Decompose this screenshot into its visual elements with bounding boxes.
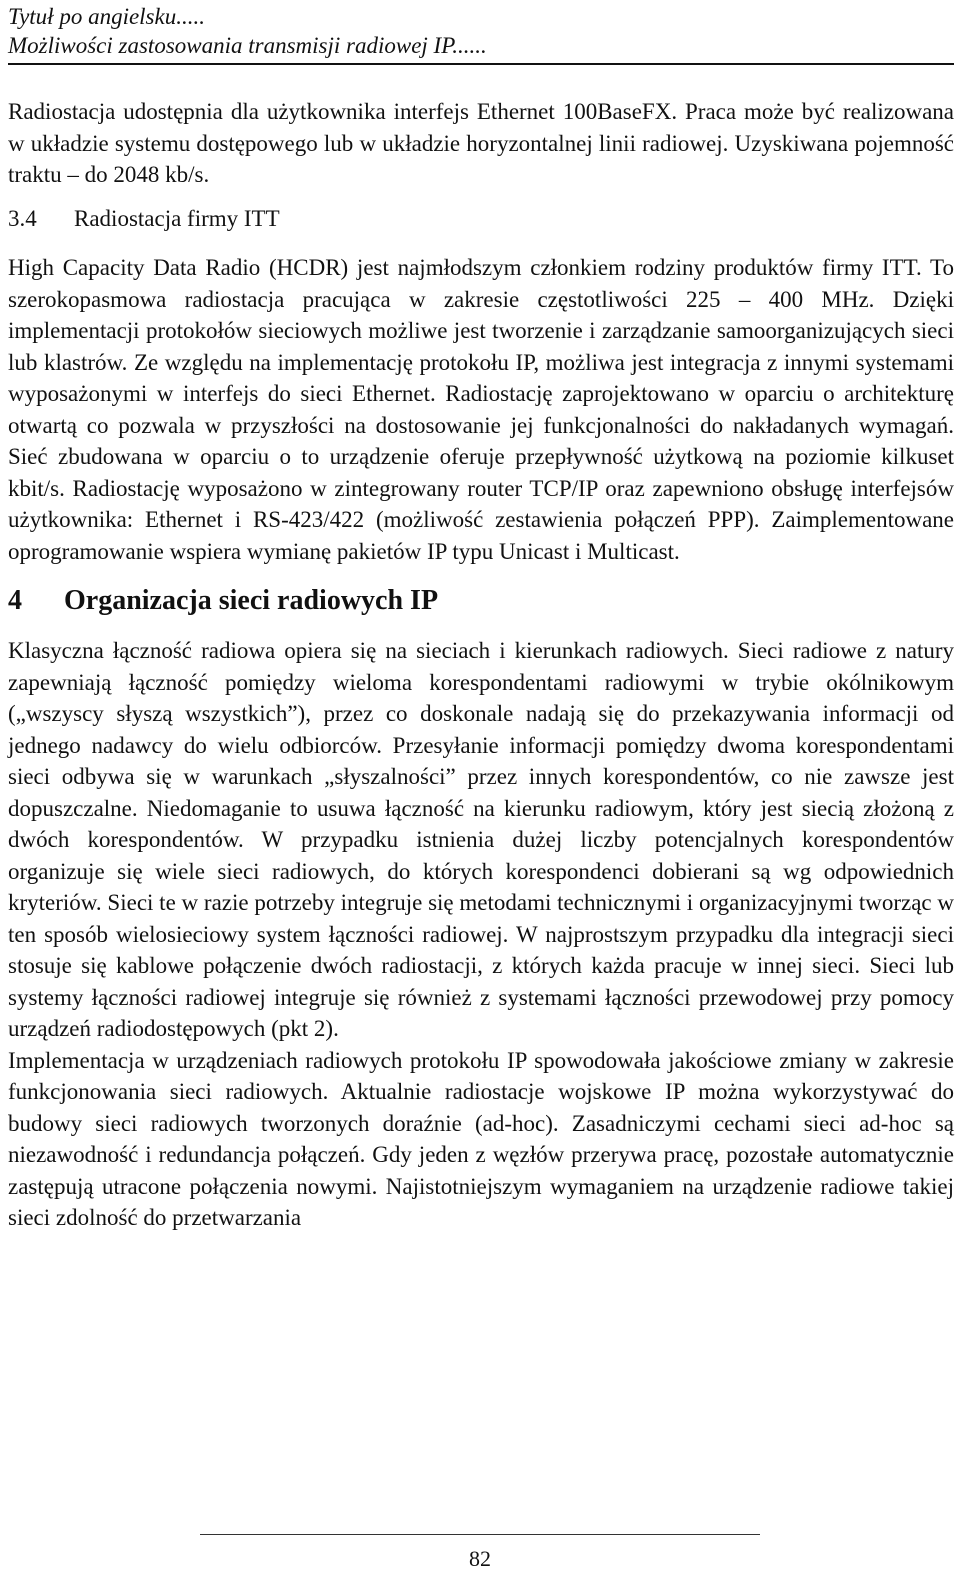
footer-divider	[200, 1534, 760, 1535]
running-header-subtitle: Możliwości zastosowania transmisji radiowej IP......	[8, 33, 487, 58]
running-header	[8, 2, 954, 60]
paragraph-ethernet-interface: Radiostacja udostępnia dla użytkownika interfejs Ethernet 100BaseFX. Praca może być realizowana w układzie systemu dostępowego lub w układzie horyzontalnej linii radiowej. Uzyskiwana pojemność traktu – do 2048 kb/s.	[8, 99, 954, 187]
paragraph-classic-radio: Klasyczna łączność radiowa opiera się na sieciach i kierunkach radiowych. Sieci radiowe z natury zapewniają łączność pomiędzy wieloma korespondentami radiowymi w trybie okólnikowym („wszyscy słyszą wszystkich”), przez co doskonale nadają się do przekazywania informacji od jednego nadawcy do wielu odbiorców. Przesyłanie informacji pomiędzy dwoma korespondentami sieci odbywa się w warunkach „słyszalności” przez innych korespondentów, co nie zawsze jest dopuszczalne. Niedomaganie to usuwa łączność na kierunku radiowym, który jest siecią złożoną z dwóch korespondentów. W przypadku istnienia dużej liczby potencjalnych korespondentów organizuje się wiele sieci radiowych, do których korespondenci dobierani są wg odpowiednich kryteriów. Sieci te w razie potrzeby integruje się metodami technicznymi i organizacyjnymi tworząc w ten sposób wielosieciowy system łączności radiowej. W najprostszym przypadku dla integracji sieci stosuje się kablowe połączenie dwóch radiostacji, z których każda pracuje w innej sieci. Sieci lub systemy łączności radiowej integruje się również z systemami łączności przewodowej przy pomocy urządzeń radiodostępowych (pkt 2).	[8, 638, 954, 1041]
section-title: Organizacja sieci radiowych IP	[64, 585, 439, 616]
header-divider	[8, 63, 954, 65]
paragraph-ip-implementation: Implementacja w urządzeniach radiowych protokołu IP spowodowała jakościowe zmiany w zakresie funkcjonowania sieci radiowych. Aktualnie radiostacje wojskowe IP można wykorzystywać do budowy sieci radiowych tworzonych doraźnie (ad-hoc). Zasadniczymi cechami sieci ad-hoc są niezawodność i redundancja połączeń. Gdy jeden z węzłów przerywa pracę, pozostałe automatycznie zastępują utracone połączenia nowymi. Najistotniejszym wymaganiem na urządzenie radiowe takiej sieci zdolność do przetwarzania	[8, 1047, 954, 1230]
subsection-number: 3.4	[8, 205, 37, 231]
page-content	[8, 96, 954, 1234]
section-heading	[8, 583, 954, 619]
running-header-title: Tytuł po angielsku.....	[8, 4, 205, 29]
paragraph-hcdr: High Capacity Data Radio (HCDR) jest najmłodszym członkiem rodziny produktów firmy ITT. To szerokopasmowa radiostacja pracująca w zakresie częstotliwości 225 – 400 MHz. Dzięki implementacji protokołów sieciowych możliwe jest tworzenie i zarządzanie samoorganizujących sieci lub klastrów. Ze względu na implementację protokołu IP, możliwa jest integracja z innymi systemami wyposażonymi w interfejs do sieci Ethernet. Radiostację zaprojektowano w oparciu o architekturę otwartą co pozwala w przyszłości na dostosowanie jej funkcjonalności do nakładanych wymagań. Sieć zbudowana w oparciu o to urządzenie oferuje przepływność użytkową na poziomie kilkuset kbit/s. Radiostację wyposażono w zintegrowany router TCP/IP oraz zapewniono obsługę interfejsów użytkownika: Ethernet i RS-423/422 (możliwość zestawienia połączeń PPP). Zaimplementowane oprogramowanie wspiera wymianę pakietów IP typu Unicast i Multicast.	[8, 255, 954, 564]
subsection-title: Radiostacja firmy ITT	[74, 205, 280, 231]
section-number: 4	[8, 585, 22, 616]
page-number: 82	[469, 1546, 491, 1571]
subsection-heading	[8, 203, 954, 235]
